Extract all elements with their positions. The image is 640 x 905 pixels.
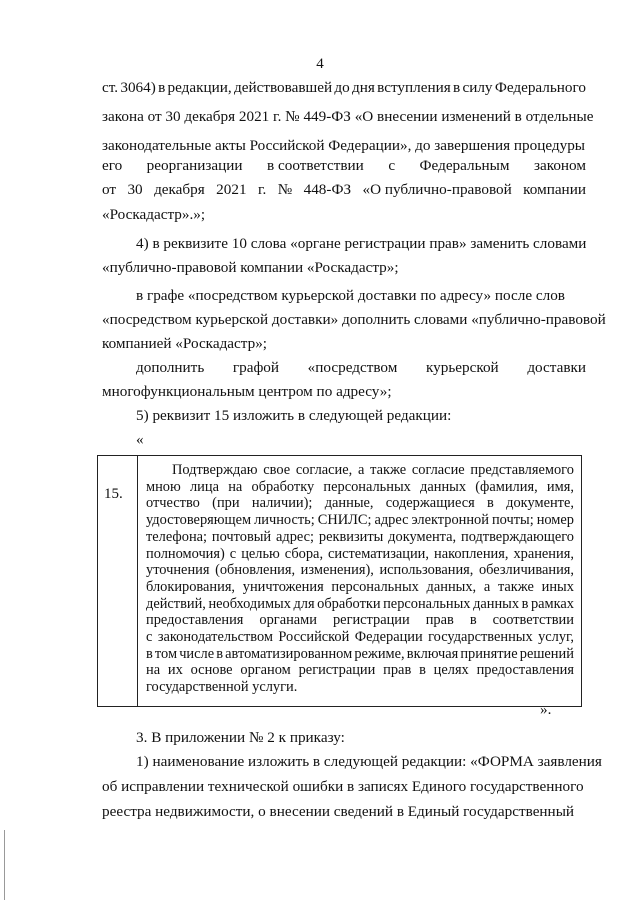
word: (обновления, [215,562,296,579]
word: в [216,645,224,662]
word: персональных [383,595,471,612]
word: данных [473,595,520,612]
table-line [146,562,574,579]
word: телефона; [146,528,208,545]
word: с [388,157,396,174]
word: силу [462,79,493,96]
word: (фамилия, [475,478,538,495]
word: действовавшей [234,79,333,96]
word: ст. [102,79,119,96]
word: персональных [331,578,419,595]
word: вступления [377,79,451,96]
word: накопления, [434,545,509,562]
word: органами [259,612,317,629]
text-line: законодательные акты Российской Федерации», до завершения процедуры [102,137,586,154]
word: 3064) [120,79,156,96]
word: регистрации [332,612,410,629]
text-line [102,78,586,98]
word: дополнить [136,359,205,376]
word: иных [541,578,574,595]
requisite-15-table [97,455,582,707]
word: обработки [317,595,381,612]
word: данных [420,478,467,495]
word: обработку [251,478,315,495]
text-line: реестра недвижимости, о внесении сведений в Единый государственный [102,803,575,820]
word: от [102,181,117,198]
word: декабря [154,181,205,198]
word: в [419,662,426,679]
word: представляемого [470,462,574,478]
word: а [483,578,491,595]
word: личность; [254,512,315,529]
text-line: компанией «Роскадастр»; [102,335,268,352]
row-number: 15. [104,486,123,502]
word: «О публично-правовой [362,181,512,198]
word: уничтожения [242,578,324,595]
word: электронной [411,512,489,529]
word: в [521,595,529,612]
word: СНИЛС; [317,512,372,529]
word: дня [352,79,375,96]
table-line [146,529,574,546]
word: основе [190,662,233,679]
word: целью [241,545,280,562]
word: редакции, [167,79,232,96]
scan-edge-mark [4,830,5,900]
word: его [102,157,123,174]
word: адрес; [275,528,315,545]
word: соответствии [492,612,574,629]
word: наличии); [251,495,313,512]
word: номер [536,512,574,529]
word: также [497,578,534,595]
word: сбора, [284,545,324,562]
word: для [293,595,315,612]
word: в [158,79,166,96]
word: почты; [491,512,534,529]
text-line: 4) в реквизите 10 слова «органе регистрации прав» заменить словами [136,235,587,252]
number-column [98,456,138,706]
word: в [453,79,461,96]
word: Федерации [354,629,423,646]
word: реорганизации [146,157,243,174]
word: услуг, [538,629,574,646]
word: на [228,478,243,495]
word: том [154,645,178,662]
word: законом [533,157,586,174]
word: имя, [546,478,574,495]
word: графой [232,359,280,376]
word: действий, [146,595,206,612]
word: лица [189,478,219,495]
text-line: «посредством курьерской доставки» дополнить словами «публично-правовой [102,311,606,328]
word: режиме, [354,645,405,662]
word: государственных [428,629,533,646]
word: содержащиеся [385,495,475,512]
word: регистрации [298,662,376,679]
table-line [146,662,574,679]
word: «посредством [307,359,398,376]
text-line: «публично-правовой компании «Роскадастр»; [102,259,399,276]
word: почтовый [211,528,272,545]
word: также [370,462,407,478]
consent-text [146,462,574,696]
word: принятие [460,645,518,662]
word: Федеральным [419,157,510,174]
word: в [146,645,153,662]
word: компании [523,181,586,198]
word: необходимых [208,595,291,612]
word: (при [212,495,240,512]
word: адрес [374,512,409,529]
word: документе, [506,495,574,512]
table-line [146,512,574,529]
word: органом [240,662,291,679]
page-number: 4 [316,56,324,72]
word: хранения, [513,545,574,562]
word: в [487,495,494,512]
word: с [146,629,153,646]
word: включая [406,645,459,662]
text-line: многофункциональным центром по адресу»; [102,383,392,400]
word: документа, [388,528,457,545]
word: законодательством [157,629,273,646]
table-line [146,479,574,496]
justified-line [136,358,586,378]
word: в соответствии [267,157,364,174]
word: с [229,545,237,562]
word: 448-ФЗ [303,181,352,198]
word: полномочия) [146,545,225,562]
word: рамках [530,595,574,612]
word: удостоверяющем [146,512,252,529]
table-line [146,629,574,646]
text-line: 5) реквизит 15 изложить в следующей редакции: [136,407,452,424]
word: г. [257,181,267,198]
word: а [357,462,365,478]
word: до [334,79,350,96]
word: согласие [411,462,465,478]
word: блокирования, [146,578,236,595]
text-line: в графе «посредством курьерской доставки по адресу» после слов [136,287,565,304]
word: свое [263,462,291,478]
word: в [469,612,477,629]
justified-line [102,180,586,200]
justified-line [102,156,586,176]
table-line [146,546,574,563]
word: 2021 [216,181,247,198]
word: согласие, [295,462,353,478]
word: данные, [324,495,374,512]
word: № [277,181,293,198]
word: их [167,662,183,679]
word: на [146,662,161,679]
word: Федерального [494,79,586,96]
text-line: «Роскадастр».»; [102,206,206,223]
text-line: об исправлении технической ошибки в записях Единого государственного [102,778,584,795]
word: персональных [323,478,411,495]
word: уточнения [146,562,210,579]
word: доставки [527,359,586,376]
word: автоматизированном [225,645,353,662]
word: Подтверждаю [172,462,258,478]
word: отчество [146,495,200,512]
word: обезличивания, [478,562,574,579]
word: целях [433,662,469,679]
opening-quote: « [136,431,144,448]
word: 30 [127,181,143,198]
table-line [146,462,574,479]
text-line: 1) наименование изложить в следующей редакции: «ФОРМА заявления [136,753,602,770]
word: прав [383,662,412,679]
word: мною [146,478,181,495]
word: реквизиты [318,528,384,545]
text-line: закона от 30 декабря 2021 г. № 449-ФЗ «О внесении изменений в отдельные [102,108,594,125]
word: систематизации, [328,545,429,562]
word: предоставления [146,612,244,629]
word: данных, [426,578,477,595]
table-line [146,646,574,663]
word: Российской [278,629,350,646]
word: курьерской [425,359,499,376]
word: решений [519,645,574,662]
table-line [146,596,574,613]
word: числе [179,645,215,662]
text-line: 3. В приложении № 2 к приказу: [136,729,345,746]
table-line: государственной услуги. [146,679,298,696]
table-line [146,612,574,629]
closing-quote: ». [540,701,552,718]
table-line [146,579,574,596]
word: использования, [379,562,474,579]
table-line [146,495,574,512]
word: предоставления [476,662,574,679]
word: изменения), [300,562,374,579]
word: прав [425,612,454,629]
word: подтверждающего [461,528,574,545]
